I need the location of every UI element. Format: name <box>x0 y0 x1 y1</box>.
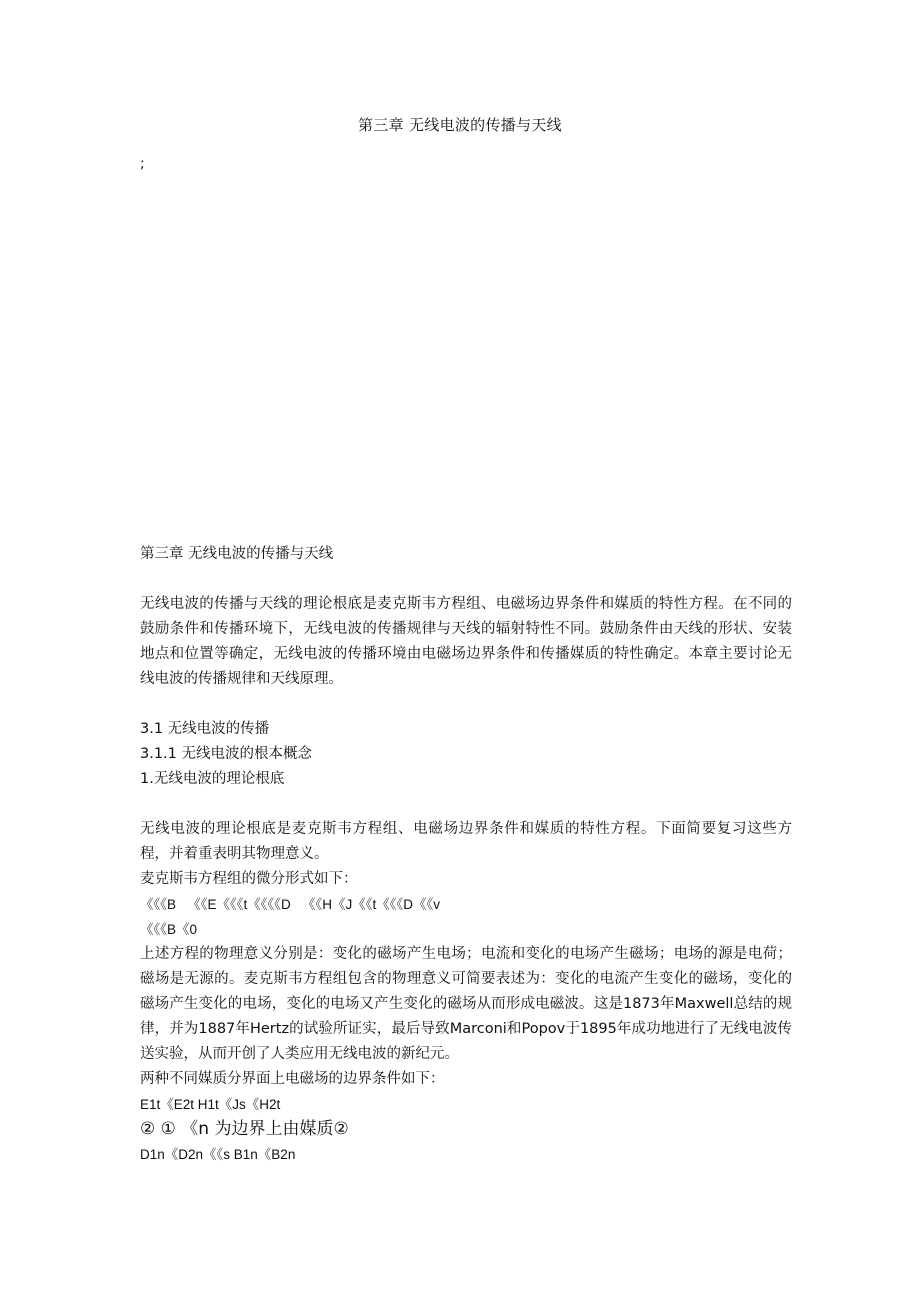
meaning-paragraph: 上述方程的物理意义分别是：变化的磁场产生电场；电流和变化的电场产生磁场；电场的源是电荷；磁场是无源的。麦克斯韦方程组包含的物理意义可简要表述为：变化的电流产生变化的磁场，变化的磁场产生变化的电场，变化的电场又产生变化的磁场从而形成电磁波。这是1873年Maxwell总结的规律，并为1887年Hertz的试验所证实，最后导致Marconi和Popov于1895年成功地进行了无线电波传送实验，从而开创了人类应用无线电波的新纪元。 <box>140 946 792 1062</box>
boundary-line-2: ② ① 《n 为边界上由媒质② <box>140 1119 349 1139</box>
maxwell-intro: 麦克斯韦方程组的微分形式如下： <box>140 871 358 887</box>
page-header-title: 第三章 无线电波的传播与天线 <box>358 116 562 134</box>
item-heading-1: 1.无线电波的理论根底 <box>140 771 285 787</box>
theory-paragraph: 无线电波的理论根底是麦克斯韦方程组、电磁场边界条件和媒质的特性方程。下面简要复习这些方程，并着重表明其物理意义。 <box>140 821 792 862</box>
boundary-line-3: D1n《D2n《《s B1n《B2n <box>140 1147 296 1162</box>
equation-line-2: 《《《B《0 <box>140 922 198 937</box>
section-heading-3-1-1: 3.1.1 无线电波的根本概念 <box>140 746 313 762</box>
intro-paragraph: 无线电波的传播与天线的理论根底是麦克斯韦方程组、电磁场边界条件和媒质的特性方程。在不同的鼓励条件和传播环境下，无线电波的传播规律与天线的辐射特性不同。鼓励条件由天线的形状、安装地点和位置等确定，无线电波的传播环境由电磁场边界条件和传播媒质的特性确定。本章主要讨论无线电波的传播规律和天线原理。 <box>140 596 792 687</box>
equation-line-1: 《《《B 《《E《《《t《《《《D 《《H《J《《t《《《D《《v <box>140 897 441 912</box>
boundary-intro: 两种不同媒质分界面上电磁场的边界条件如下： <box>140 1071 445 1087</box>
boundary-line-1: E1t《E2t H1t《Js《H2t <box>140 1097 281 1112</box>
chapter-heading: 第三章 无线电波的传播与天线 <box>140 546 334 562</box>
section-heading-3-1: 3.1 无线电波的传播 <box>140 721 270 737</box>
stray-semicolon: ; <box>140 156 145 172</box>
document-body <box>140 542 792 1167</box>
